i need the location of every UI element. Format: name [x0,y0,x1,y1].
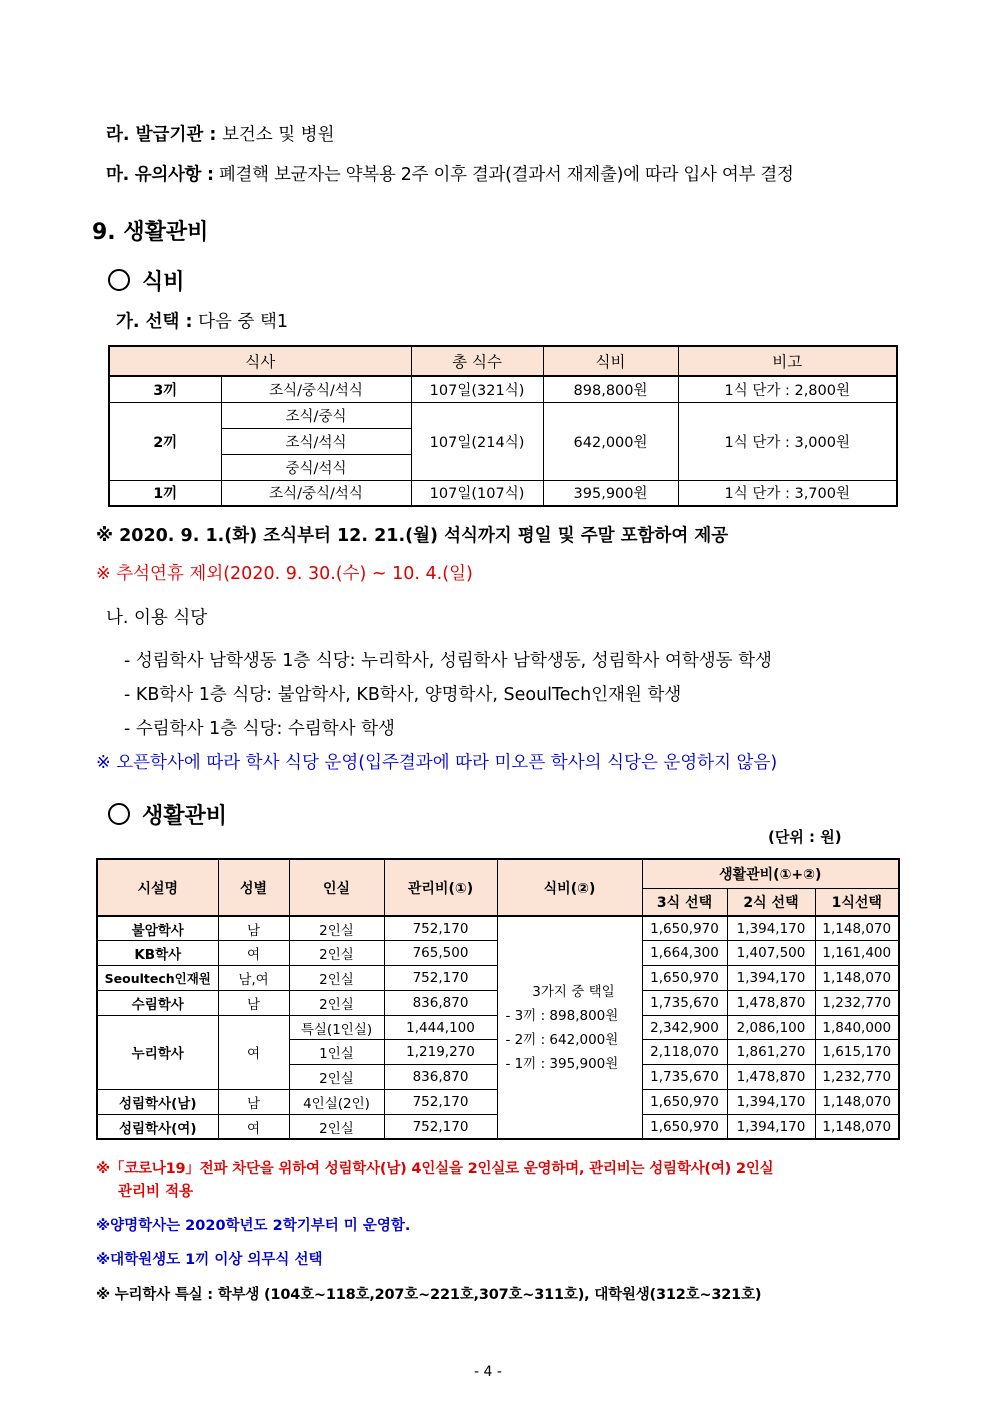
total-1: 1,232,770 [815,990,899,1015]
meal-header-count: 총 식수 [411,346,543,376]
meal-choice-text: 다음 중 택1 [198,312,289,332]
cafeteria-item: - 수림학사 1층 식당: 수림학사 학생 [124,719,395,739]
room-type: 1인실 [289,1040,384,1065]
total-2: 1,478,870 [727,1065,815,1090]
meal-count: 107일(107식) [411,480,543,506]
total-3: 1,650,970 [642,1114,727,1139]
total-3: 2,118,070 [642,1040,727,1065]
mgmt-fee: 836,870 [384,1065,497,1090]
room-type: 2인실 [289,990,384,1015]
food-option: - 3끼 : 898,800원 [505,1007,619,1024]
meal-note: 1식 단가 : 3,700원 [678,480,897,506]
meal-type: 조식/석식 [221,428,411,454]
header-food: 식비(②) [497,859,642,916]
room-type: 4인실(2인) [289,1090,384,1115]
mgmt-fee: 765,500 [384,941,497,966]
total-1: 1,615,170 [815,1040,899,1065]
mgmt-fee: 752,170 [384,916,497,941]
caution-text: 폐결핵 보균자는 약복용 2주 이후 결과(결과서 재제출)에 따라 입사 여부 결정 [218,165,794,185]
header-gender: 성별 [218,859,289,916]
mgmt-fee: 836,870 [384,990,497,1015]
total-1: 1,232,770 [815,1065,899,1090]
facility-name: KB학사 [97,941,218,966]
total-3: 1,664,300 [642,941,727,966]
total-2: 2,086,100 [727,1015,815,1040]
meal-cat-1: 1끼 [109,480,221,506]
grad-meal-note: ※대학원생도 1끼 이상 의무식 선택 [96,1252,323,1268]
facility-name: Seoultech인재원 [97,966,218,991]
living-heading: 생활관비 [142,804,228,829]
total-1: 1,148,070 [815,1090,899,1115]
room-type: 특실(1인실) [289,1015,384,1040]
gender: 여 [218,1114,289,1139]
header-total: 생활관비(①+②) [642,859,899,888]
meal-cat-2: 2끼 [109,402,221,480]
mgmt-fee: 752,170 [384,966,497,991]
meal-type: 중식/석식 [221,454,411,480]
gender: 여 [218,1015,289,1089]
total-2: 1,394,170 [727,1090,815,1115]
total-1: 1,148,070 [815,966,899,991]
meal-header-note: 비고 [678,346,897,376]
meal-fee: 898,800원 [543,376,678,402]
room-type: 2인실 [289,1065,384,1090]
meal-header-meal: 식사 [109,346,411,376]
mgmt-fee: 752,170 [384,1114,497,1139]
meal-header-fee: 식비 [543,346,678,376]
meal-period-note: ※ 2020. 9. 1.(화) 조식부터 12. 21.(월) 석식까지 평일 및 주말 포함하여 제공 [96,526,729,546]
gender: 남 [218,916,289,941]
header-select-1: 1식선택 [815,888,899,916]
meal-choice-line [116,308,288,333]
meal-fee-table [108,345,898,507]
cafeteria-item: - KB학사 1층 식당: 불암학사, KB학사, 양명학사, SeoulTech인재원 학생 [124,685,682,705]
total-2: 1,394,170 [727,1114,815,1139]
section-title: 9. 생활관비 [92,220,209,245]
header-room: 인실 [289,859,384,916]
meal-count: 107일(214식) [411,402,543,480]
meal-cat-3: 3끼 [109,376,221,402]
gender: 남 [218,990,289,1015]
nuri-special-note: ※ 누리학사 특실 : 학부생 (104호~118호,207호~221호,307호~311호), 대학원생(312호~321호) [96,1287,762,1303]
meal-choice-label: 가. 선택 : [116,312,193,332]
meal-fee: 395,900원 [543,480,678,506]
open-dorm-note: ※ 오픈학사에 따라 학사 식당 운영(입주결과에 따라 미오픈 학사의 식당은 운영하지 않음) [96,753,778,773]
room-type: 2인실 [289,916,384,941]
issuer-line [106,121,335,146]
holiday-note: ※ 추석연휴 제외(2020. 9. 30.(수) ~ 10. 4.(일) [96,564,473,584]
corona-note-cont: 관리비 적용 [118,1184,194,1200]
food-option: - 2끼 : 642,000원 [505,1031,619,1048]
meal-note: 1식 단가 : 2,800원 [678,376,897,402]
total-1: 1,148,070 [815,916,899,941]
unit-label: (단위 : 원) [768,828,842,846]
total-3: 1,735,670 [642,1065,727,1090]
room-type: 2인실 [289,941,384,966]
caution-line [106,161,794,186]
meal-heading-line [108,265,185,296]
meal-count: 107일(321식) [411,376,543,402]
meal-fee: 642,000원 [543,402,678,480]
total-3: 1,650,970 [642,916,727,941]
total-2: 1,407,500 [727,941,815,966]
header-select-3: 3식 선택 [642,888,727,916]
living-heading-line [108,799,227,830]
total-2: 1,478,870 [727,990,815,1015]
room-type: 2인실 [289,966,384,991]
facility-name: 수림학사 [97,990,218,1015]
issuer-text: 보건소 및 병원 [221,125,335,145]
header-mgmt: 관리비(①) [384,859,497,916]
header-facility: 시설명 [97,859,218,916]
meal-type: 조식/중식 [221,402,411,428]
corona-note: ※「코로나19」전파 차단을 위하여 성림학사(남) 4인실을 2인실로 운영하며, 관리비는 성림학사(여) 2인실 [96,1161,774,1177]
mgmt-fee: 1,219,270 [384,1040,497,1065]
food-options [497,916,642,1139]
food-options-title: 3가지 중 택일 [532,983,615,1000]
total-2: 1,394,170 [727,966,815,991]
facility-name: 성림학사(여) [97,1114,218,1139]
facility-name: 누리학사 [97,1015,218,1089]
caution-label: 마. 유의사항 : [106,165,214,185]
room-type: 2인실 [289,1114,384,1139]
total-2: 1,394,170 [727,916,815,941]
cafeteria-item: - 성림학사 남학생동 1층 식당: 누리학사, 성림학사 남학생동, 성림학사 여학생동 학생 [124,651,772,671]
mgmt-fee: 1,444,100 [384,1015,497,1040]
total-1: 1,161,400 [815,941,899,966]
cafeteria-heading: 나. 이용 식당 [106,608,208,628]
facility-name: 불암학사 [97,916,218,941]
header-select-2: 2식 선택 [727,888,815,916]
meal-type: 조식/중식/석식 [221,480,411,506]
circle-bullet-icon [108,803,130,825]
meal-type: 조식/중식/석식 [221,376,411,402]
food-option: - 1끼 : 395,900원 [505,1055,619,1072]
facility-name: 성림학사(남) [97,1090,218,1115]
total-1: 1,148,070 [815,1114,899,1139]
total-2: 1,861,270 [727,1040,815,1065]
circle-bullet-icon [108,269,130,291]
issuer-label: 라. 발급기관 : [106,125,217,145]
gender: 여 [218,941,289,966]
meal-heading: 식비 [142,270,185,295]
gender: 남 [218,1090,289,1115]
total-3: 2,342,900 [642,1015,727,1040]
mgmt-fee: 752,170 [384,1090,497,1115]
total-3: 1,650,970 [642,966,727,991]
total-3: 1,650,970 [642,1090,727,1115]
page-number: - 4 - [474,1364,502,1380]
meal-note: 1식 단가 : 3,000원 [678,402,897,480]
living-fee-table [96,858,900,1140]
total-3: 1,735,670 [642,990,727,1015]
total-1: 1,840,000 [815,1015,899,1040]
gender: 남,여 [218,966,289,991]
yangmyeong-note: ※양명학사는 2020학년도 2학기부터 미 운영함. [96,1218,411,1234]
